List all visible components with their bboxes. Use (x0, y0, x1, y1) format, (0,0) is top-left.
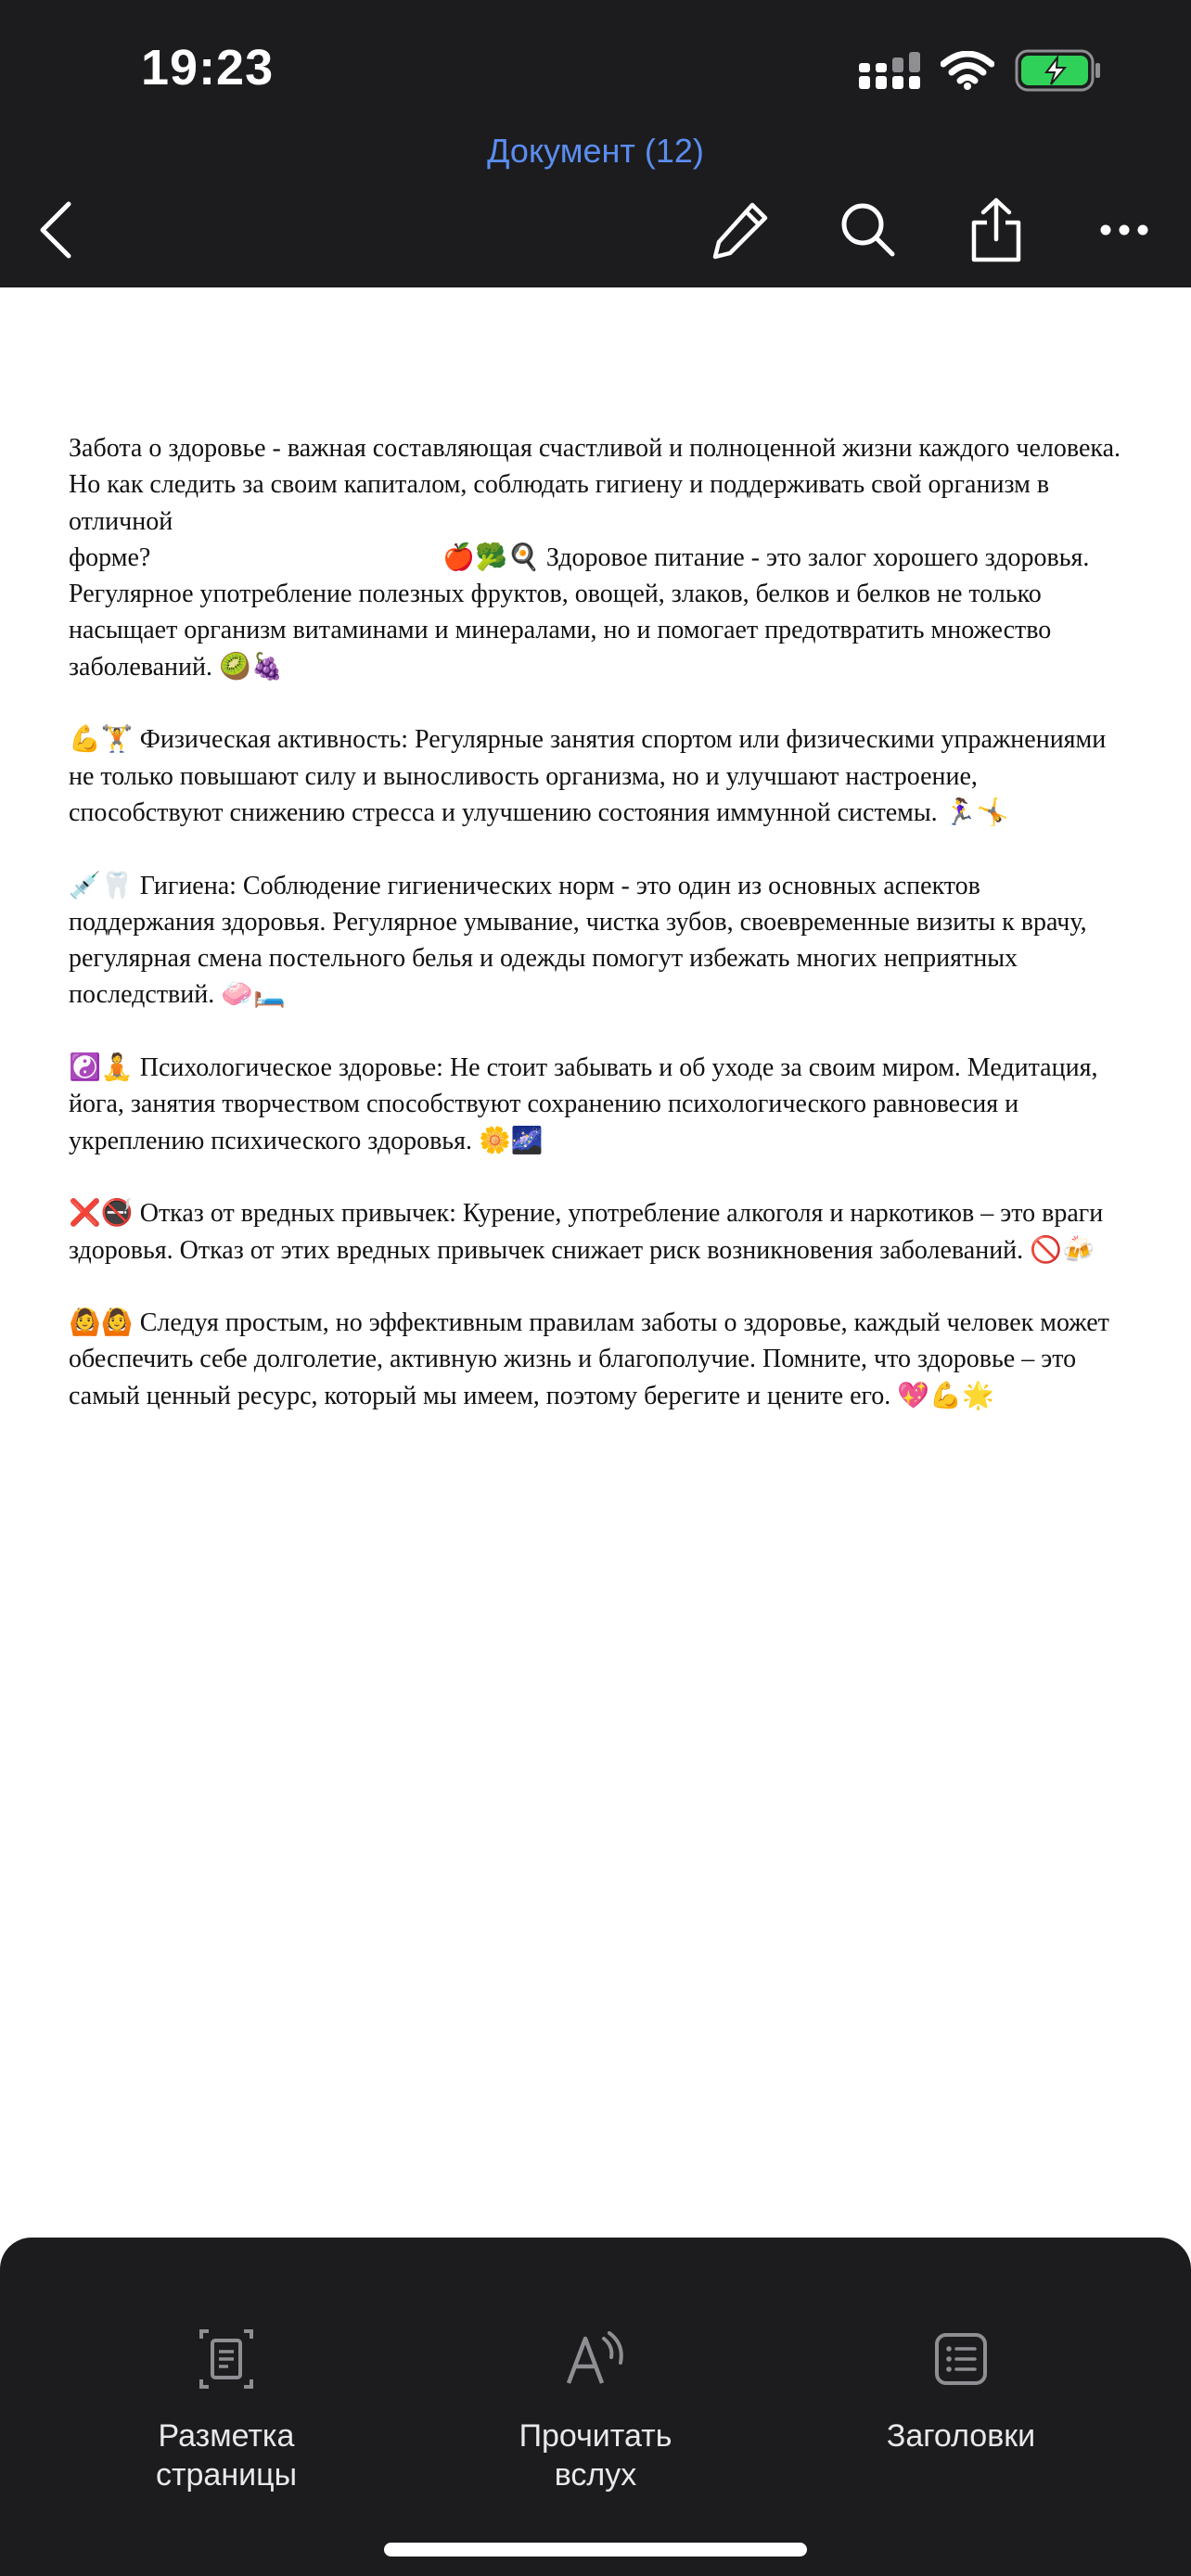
paragraph-mental-health: ☯️🧘 Психологическое здоровье: Не стоит забывать и об уходе за своим миром. Медитация, йога, занятия творчеством способствуют сохранению психологического равновесия и укреплению психического здоровья. 🌼🌌 (69, 1053, 1098, 1155)
document-body[interactable] (69, 430, 1126, 1450)
share-button[interactable] (952, 185, 1041, 274)
document-title[interactable]: Документ (12) (487, 132, 704, 170)
paragraph-hygiene: 💉🦷 Гигиена: Соблюдение гигиенических норм - это один из основных аспектов поддержания здоровья. Регулярное умывание, чистка зубов, своевременные визиты к врачу, регулярная смена постельного белья и одежды помогут избежать многих неприятных последствий. 🧼🛏️ (69, 871, 1087, 1010)
paragraph-nutrition: форме? 🍎🥦🍳 Здоровое питание - это залог хорошего здоровья. Регулярное употребление полезных фруктов, овощей, злаков, белков и белков не только насыщает организм витаминами и минералами, но и помогает предотвратить множество заболеваний. 🥝🍇 (69, 542, 1096, 682)
share-icon (968, 197, 1024, 263)
read-aloud-label-line2: вслух (554, 2457, 637, 2493)
paragraph-conclusion: 🙆🙆 Следуя простым, но эффективным правилам заботы о здоровье, каждый человек может обеспечить себе долголетие, активную жизнь и благополучие. Помните, что здоровье – это самый ценный ресурс, который мы имеем, поэтому берегите и цените его. 💖💪🌟 (69, 1308, 1109, 1410)
read-aloud-icon (565, 2331, 626, 2387)
read-aloud-button[interactable] (456, 2326, 735, 2494)
home-indicator[interactable] (384, 2543, 807, 2557)
paragraph-bad-habits: ❌🚭 Отказ от вредных привычек: Курение, употребление алкоголя и наркотиков – это враги здоровья. Отказ от этих вредных привычек снижает риск возникновения заболеваний. 🚫🍻 (69, 1199, 1104, 1265)
more-icon (1100, 224, 1148, 236)
page-layout-label-line2: страницы (155, 2457, 298, 2493)
bottom-toolbar (0, 2238, 1191, 2576)
wifi-icon (941, 51, 994, 95)
edit-button[interactable] (696, 185, 785, 274)
paragraph-intro: Забота о здоровье - важная составляющая счастливой и полноценной жизни каждого человека. Но как следить за своим капиталом, соблюдать гигиену и поддерживать свой организм в отличной (69, 434, 1121, 536)
cellular-signal-icon (859, 52, 920, 94)
status-time: 19:23 (141, 40, 275, 96)
headings-label: Заголовки (886, 2418, 1036, 2454)
page-layout-icon (198, 2327, 255, 2391)
battery-charging-icon (1015, 49, 1102, 96)
page-layout-button[interactable] (87, 2326, 365, 2494)
back-button[interactable] (11, 185, 100, 274)
headings-list-icon (934, 2332, 988, 2386)
read-aloud-label-line1: Прочитать (519, 2418, 672, 2454)
search-button[interactable] (824, 185, 913, 274)
status-icons (859, 46, 1102, 98)
search-icon (839, 200, 898, 260)
headings-button[interactable] (822, 2326, 1100, 2455)
page-layout-label-line1: Разметка (158, 2418, 295, 2454)
chevron-left-icon (37, 200, 74, 260)
more-button[interactable] (1080, 185, 1169, 274)
pencil-icon (710, 199, 771, 261)
paragraph-activity: 💪🏋️ Физическая активность: Регулярные занятия спортом или физическими упражнениями не только повышают силу и выносливость организма, но и улучшают настроение, способствуют снижению стресса и улучшению состояния иммунной системы. 🏃‍♀️🤸 (69, 725, 1107, 827)
top-bar (0, 0, 1191, 287)
